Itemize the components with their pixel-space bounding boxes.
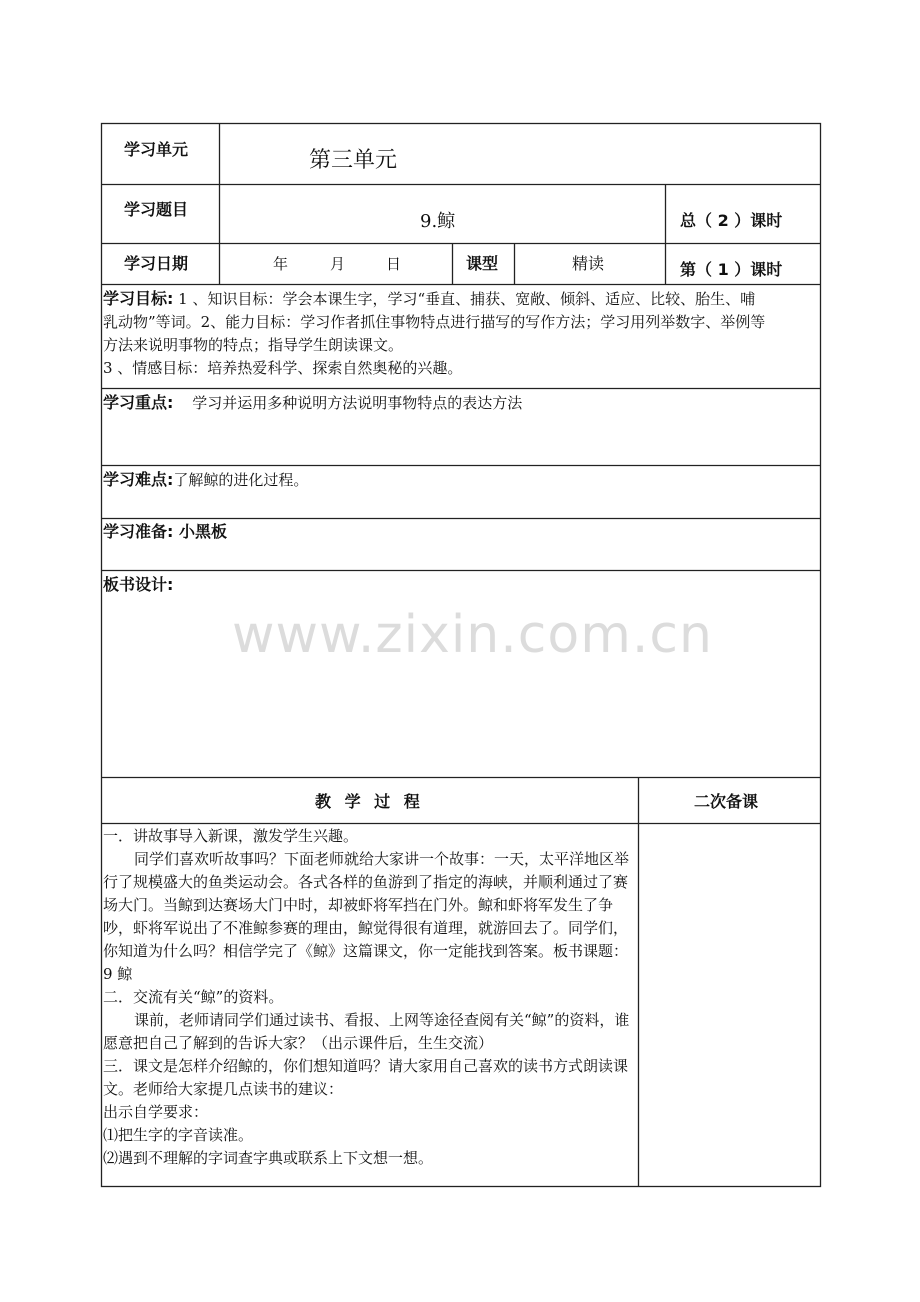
- section-2-body: 课前，老师请同学们通过读书、看报、上网等途径查阅有关“鲸”的资料，谁愿意把自己了解到的告诉大家？（出示课件后，生生交流）: [103, 1011, 630, 1052]
- board-design-label: 板书设计:: [103, 575, 174, 594]
- type-value: 精读: [572, 254, 605, 273]
- goals-line-3: 方法来说明事物的特点；指导学生朗读课文。: [103, 336, 404, 354]
- section-1-body: 同学们喜欢听故事吗？下面老师就给大家讲一个故事：一天，太平洋地区举行了规模盛大的鱼类运动会。各式各样的鱼游到了指定的海峡，并顺利通过了赛场大门。当鲸到达赛场大门中时，却被虾将军挡在门外。鲸和虾将军发生了争吵，虾将军说出了不准鲸参赛的理由，鲸觉得很有道理，就游回去了。同学们，你知道为什么吗？相信学完了《鲸》这篇课文，你一定能找到答案。板书课题： 9 鲸: [103, 850, 630, 983]
- date-day: 日: [386, 255, 402, 273]
- second-prep-header: 二次备课: [694, 792, 759, 811]
- date-year: 年: [273, 255, 289, 273]
- difficulty-label: 学习难点:: [103, 470, 174, 489]
- watermark: www.zixin.com.cn: [232, 605, 713, 665]
- date-month: 月: [330, 255, 346, 273]
- goals-line-2: 乳动物”等词。2、能力目标：学习作者抓住事物特点进行描写的写作方法；学习用列举数字、举例等: [103, 313, 766, 331]
- section-1-title: 一．讲故事导入新课，激发学生兴趣。: [103, 827, 359, 845]
- unit-value: 第三单元: [309, 148, 398, 173]
- lesson-number: 第（ 1 ）课时: [680, 260, 783, 279]
- difficulty-row: [103, 470, 308, 490]
- unit-label: 学习单元: [124, 140, 189, 159]
- total-hours: 总（ 2 ）课时: [680, 211, 783, 230]
- key-point-row: [103, 393, 522, 413]
- difficulty-text: 了解鲸的进化过程。: [173, 471, 309, 489]
- requirement-1: ⑴把生字的字音读准。: [103, 1126, 254, 1144]
- preparation-row: [103, 522, 227, 542]
- preparation-label: 学习准备:: [103, 522, 174, 541]
- goals-line-4: 3 、情感目标：培养热爱科学、探索自然奥秘的兴趣。: [103, 359, 463, 377]
- section-3-requirements: 出示自学要求：: [103, 1103, 209, 1121]
- section-3-body: 三．课文是怎样介绍鲸的，你们想知道吗？请大家用自己喜欢的读书方式朗读课文。老师给大家提几点读书的建议：: [103, 1057, 629, 1098]
- requirement-2: ⑵遇到不理解的字词查字典或联系上下文想一想。: [103, 1149, 434, 1167]
- teaching-process: [103, 825, 637, 1170]
- topic-label: 学习题目: [124, 200, 189, 219]
- topic-value: 9.鲸: [420, 211, 456, 232]
- preparation-text: 小黑板: [178, 522, 227, 541]
- date-label: 学习日期: [124, 254, 189, 273]
- key-point-text: 学习并运用多种说明方法说明事物特点的表达方法: [192, 394, 523, 412]
- process-header: 教 学 过 程: [315, 792, 424, 811]
- section-2-title: 二．交流有关“鲸”的资料。: [103, 988, 284, 1006]
- key-point-label: 学习重点:: [103, 393, 174, 412]
- learning-goals: [103, 287, 819, 380]
- goals-label: 学习目标:: [103, 289, 174, 308]
- type-label: 课型: [466, 254, 499, 273]
- goals-line-1: 1 、知识目标：学会本课生字，学习“垂直、捕获、宽敞、倾斜、适应、比较、胎生、哺: [173, 290, 756, 308]
